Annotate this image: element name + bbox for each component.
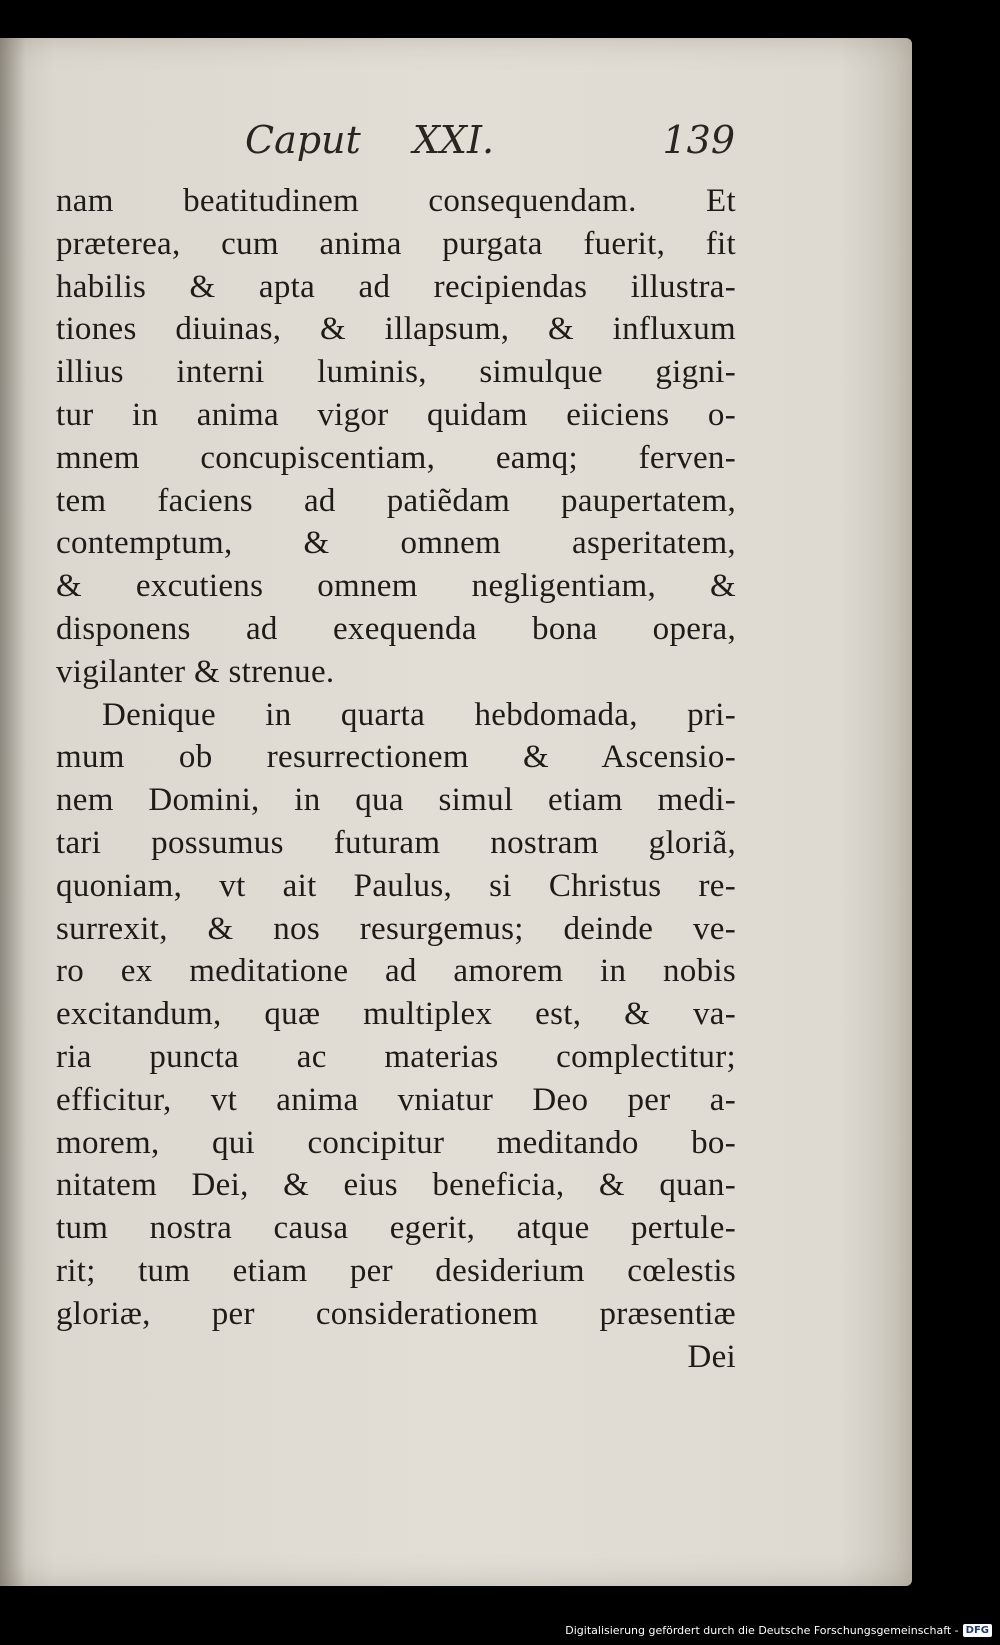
text-line: surrexit, & nos resurgemus; deinde ve-: [56, 910, 736, 947]
text-line: & excutiens omnem negligentiam, &: [56, 568, 736, 605]
page-header: [245, 118, 735, 168]
gutter-shadow: [0, 38, 26, 1586]
digitization-credit: [565, 1619, 992, 1641]
running-title: Caput XXI.: [245, 118, 495, 162]
page-number: 139: [662, 118, 735, 162]
text-line: Denique in quarta hebdomada, pri-: [102, 696, 736, 733]
text-line: disponens ad exequenda bona opera,: [56, 610, 736, 647]
text-line: tur in anima vigor quidam eiiciens o-: [56, 396, 736, 433]
text-line: ro ex meditatione ad amorem in nobis: [56, 953, 736, 990]
text-line: præterea, cum anima purgata fuerit, fit: [56, 225, 736, 262]
text-line: illius interni luminis, simulque gigni-: [56, 354, 736, 391]
text-line: tiones diuinas, & illapsum, & influxum: [56, 311, 736, 348]
text-line: vigilanter & strenue.: [56, 653, 335, 690]
text-line: mum ob resurrectionem & Ascensio-: [56, 739, 736, 776]
text-line: habilis & apta ad recipiendas illustra-: [56, 268, 736, 305]
text-line: tum nostra causa egerit, atque pertule-: [56, 1210, 736, 1247]
text-line: morem, qui concipitur meditando bo-: [56, 1124, 736, 1161]
text-line: tari possumus futuram nostram gloriã,: [56, 824, 736, 861]
text-line: rit; tum etiam per desiderium cœlestis: [56, 1252, 736, 1289]
text-line: nam beatitudinem consequendam. Et: [56, 183, 736, 219]
text-line: ria puncta ac materias complectitur;: [56, 1038, 736, 1075]
body-text: [56, 180, 736, 1378]
text-line: excitandum, quæ multiplex est, & va-: [56, 996, 736, 1033]
dfg-logo-icon: DFG: [963, 1624, 992, 1637]
text-line: tem faciens ad patiẽdam paupertatem,: [56, 482, 736, 519]
text-line: gloriæ, per considerationem præsentiæ: [56, 1295, 736, 1332]
text-line: efficitur, vt anima vniatur Deo per a-: [56, 1081, 736, 1118]
text-line: contemptum, & omnem asperitatem,: [56, 525, 736, 562]
text-line: nem Domini, in qua simul etiam medi-: [56, 782, 736, 819]
text-line: mnem concupiscentiam, eamq; ferven-: [56, 439, 736, 476]
text-line: quoniam, vt ait Paulus, si Christus re-: [56, 867, 736, 904]
credit-text: Digitalisierung gefördert durch die Deutsche Forschungsgemeinschaft -: [565, 1623, 959, 1637]
text-line: nitatem Dei, & eius beneficia, & quan-: [56, 1167, 736, 1204]
catchword: Dei: [687, 1338, 736, 1375]
